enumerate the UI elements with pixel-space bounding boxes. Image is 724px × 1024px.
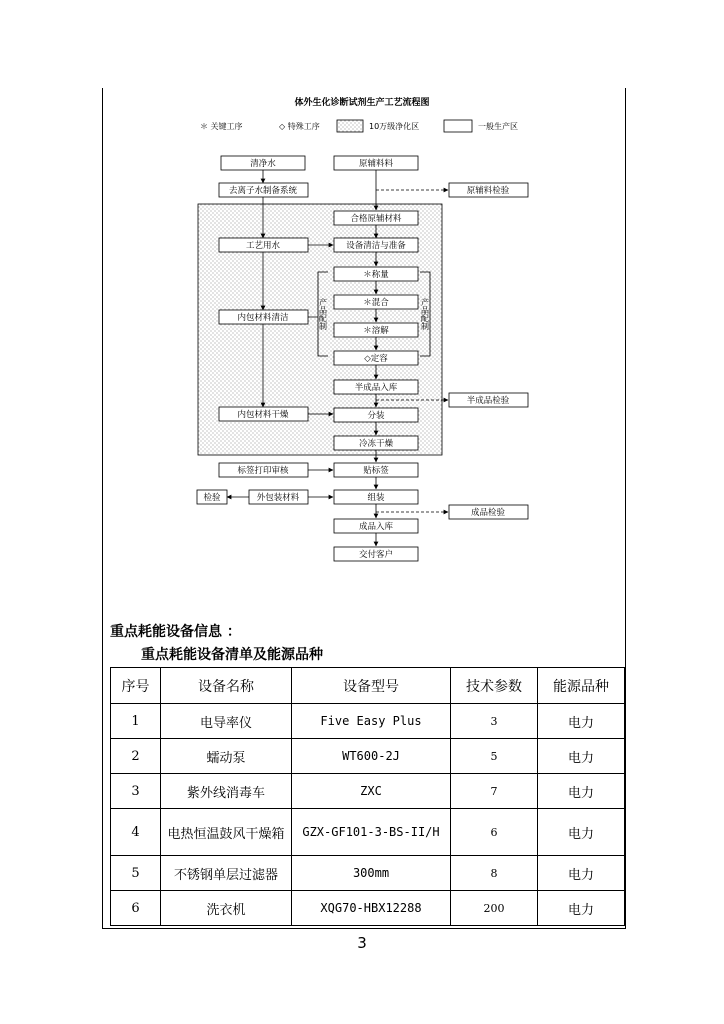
cell-energy: 电力 bbox=[538, 809, 625, 856]
label-assembly: 组装 bbox=[367, 493, 385, 503]
cell-name: 蠕动泵 bbox=[161, 739, 292, 774]
header-energy: 能源品种 bbox=[538, 668, 625, 704]
cell-param: 5 bbox=[451, 739, 538, 774]
cell-name: 不锈钢单层过滤器 bbox=[161, 856, 292, 891]
label-freeze-drying: 冷冻干燥 bbox=[358, 439, 394, 449]
cell-name: 电热恒温鼓风干燥箱 bbox=[161, 809, 292, 856]
label-raw-material-inspection: 原辅料检验 bbox=[466, 186, 510, 196]
label-outer-pack-material: 外包装材料 bbox=[256, 493, 300, 503]
label-pure-water: 清净水 bbox=[250, 159, 276, 169]
cell-param: 8 bbox=[451, 856, 538, 891]
header-model: 设备型号 bbox=[292, 668, 451, 704]
label-finished-storage: 成品入库 bbox=[358, 522, 394, 532]
label-label-print-review: 标签打印审核 bbox=[237, 466, 289, 476]
label-qualified-raw-materials: 合格原辅材料 bbox=[350, 214, 402, 224]
header-no: 序号 bbox=[111, 668, 161, 704]
label-raw-materials: 原辅料料 bbox=[358, 159, 394, 169]
label-weighing: ＊称量 bbox=[363, 270, 389, 280]
cell-name: 紫外线消毒车 bbox=[161, 774, 292, 809]
label-volume-fixing: ◇定容 bbox=[364, 354, 388, 364]
label-inner-pack-cleaning: 内包材料清洁 bbox=[237, 313, 289, 323]
cell-param: 6 bbox=[451, 809, 538, 856]
cell-name: 电导率仪 bbox=[161, 704, 292, 739]
cell-no: 5 bbox=[111, 856, 161, 891]
cell-model: ZXC bbox=[292, 774, 451, 809]
section-subtitle: 重点耗能设备清单及能源品种 bbox=[141, 647, 323, 663]
label-equipment-cleaning: 设备清洁与准备 bbox=[346, 241, 406, 251]
label-delivery: 交付客户 bbox=[358, 550, 394, 560]
label-di-water-system: 去离子水制备系统 bbox=[228, 186, 298, 196]
cell-model: XQG70-HBX12288 bbox=[292, 891, 451, 926]
flowchart-title: 体外生化诊断试剂生产工艺流程图 bbox=[294, 98, 430, 108]
label-semi-product-inspection: 半成品检验 bbox=[466, 396, 510, 406]
cell-model: 300mm bbox=[292, 856, 451, 891]
header-param: 技术参数 bbox=[451, 668, 538, 704]
cell-name: 洗衣机 bbox=[161, 891, 292, 926]
cell-energy: 电力 bbox=[538, 774, 625, 809]
label-dispensing: 分装 bbox=[367, 411, 385, 421]
cell-no: 2 bbox=[111, 739, 161, 774]
legend-key-process: ＊ 关键工序 bbox=[200, 122, 243, 131]
legend-clean-zone-swatch bbox=[337, 120, 363, 132]
section-title: 重点耗能设备信息 ： bbox=[110, 624, 241, 640]
cell-model: Five Easy Plus bbox=[292, 704, 451, 739]
cell-no: 6 bbox=[111, 891, 161, 926]
cell-no: 1 bbox=[111, 704, 161, 739]
cell-model: GZX-GF101-3-BS-II/H bbox=[292, 809, 451, 856]
cell-no: 4 bbox=[111, 809, 161, 856]
table-row bbox=[111, 774, 625, 809]
cell-param: 3 bbox=[451, 704, 538, 739]
table-row bbox=[111, 856, 625, 891]
table-row bbox=[111, 891, 625, 926]
legend-special-process: ◇ 特殊工序 bbox=[279, 122, 320, 131]
cell-energy: 电力 bbox=[538, 891, 625, 926]
table-row bbox=[111, 704, 625, 739]
cell-energy: 电力 bbox=[538, 856, 625, 891]
label-inner-pack-drying: 内包材料干燥 bbox=[237, 410, 289, 420]
label-process-water: 工艺用水 bbox=[245, 241, 281, 251]
table-row bbox=[111, 739, 625, 774]
label-finished-inspection: 成品检验 bbox=[470, 508, 506, 518]
cell-energy: 电力 bbox=[538, 739, 625, 774]
cell-no: 3 bbox=[111, 774, 161, 809]
cell-param: 200 bbox=[451, 891, 538, 926]
table-row bbox=[111, 809, 625, 856]
label-inspection: 检验 bbox=[203, 493, 221, 503]
cell-param: 7 bbox=[451, 774, 538, 809]
label-mixing: ＊混合 bbox=[363, 298, 389, 308]
cell-model: WT600-2J bbox=[292, 739, 451, 774]
cell-energy: 电力 bbox=[538, 704, 625, 739]
label-dissolving: ＊溶解 bbox=[363, 326, 389, 336]
label-semi-product-storage: 半成品入库 bbox=[354, 383, 398, 393]
page-number: 3 bbox=[357, 934, 367, 952]
table-header-row bbox=[111, 668, 625, 704]
legend-general-zone-swatch bbox=[444, 120, 472, 132]
header-name: 设备名称 bbox=[161, 668, 292, 704]
equipment-table bbox=[110, 667, 625, 926]
side-label-left: 产品配制 bbox=[318, 298, 328, 330]
legend-general-zone: 一般生产区 bbox=[478, 122, 518, 131]
side-label-right: 产品配制 bbox=[420, 298, 430, 330]
label-labeling: 贴标签 bbox=[363, 466, 389, 476]
legend-clean-zone: 10万级净化区 bbox=[369, 122, 420, 131]
